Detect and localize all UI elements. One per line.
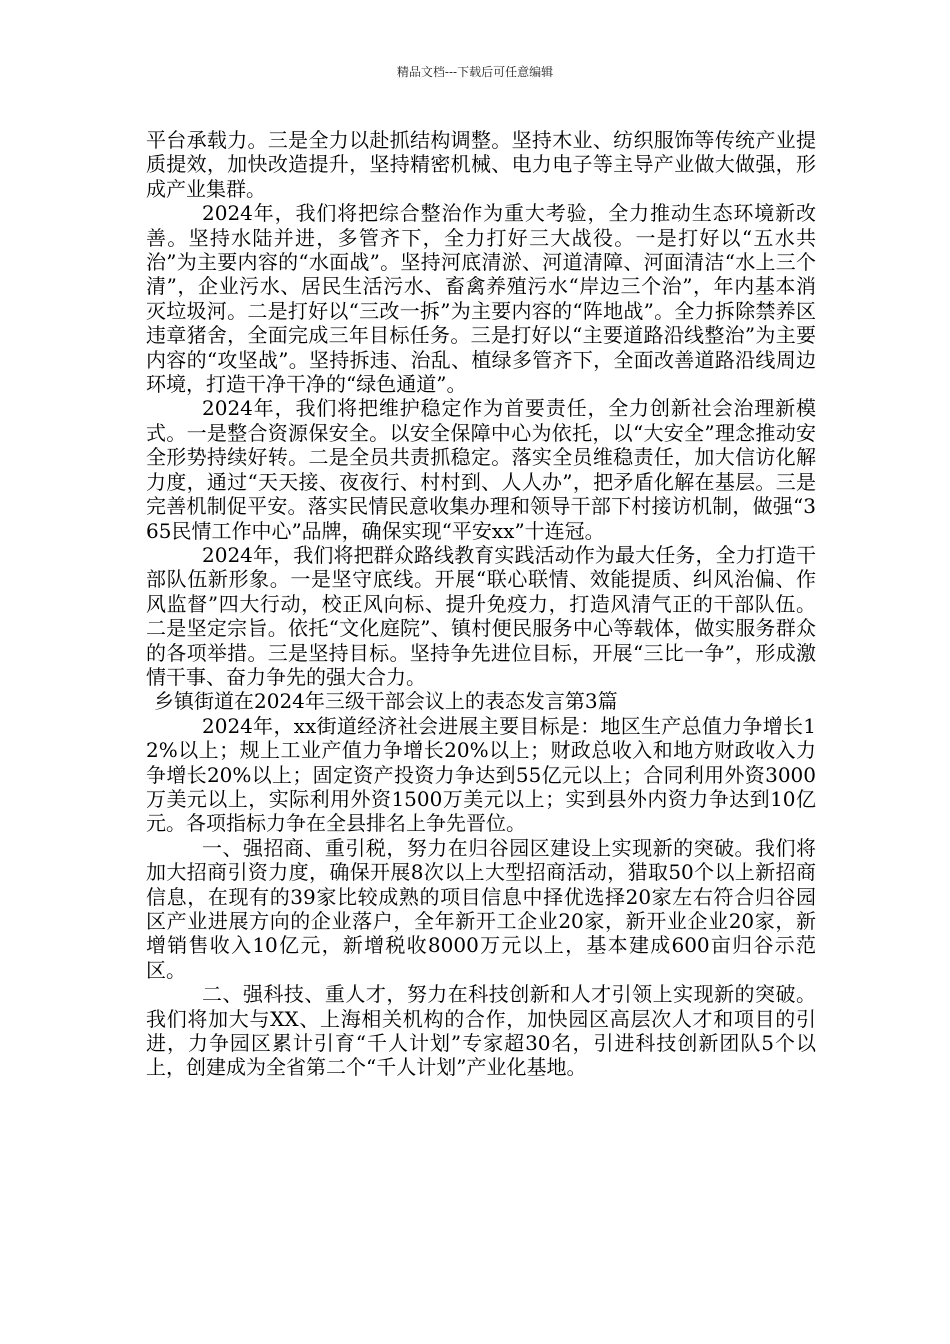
page-header: 精品文档---下载后可任意编辑 <box>396 65 554 79</box>
paragraph: 2024年，xx街道经济社会进展主要目标是：地区生产总值力争增长12%以上；规上工业产值力争增长20%以上；财政总收入和地方财政收入力争增长20%以上；固定资产投资力争达到55亿元以上；合同利用外资3000万美元以上，实际利用外资1500万美元以上；实到县外内资力争达到10亿元。各项指标力争在全县排名上争先晋位。 <box>146 713 816 836</box>
paragraph: 二、强科技、重人才，努力在科技创新和人才引领上实现新的突破。我们将加大与XX、上海相关机构的合作，加快园区高层次人才和项目的引进，力争园区累计引育“千人计划”专家超30名，引进科技创新团队5个以上，创建成为全省第二个“千人计划”产业化基地。 <box>146 982 816 1080</box>
paragraph: 2024年，我们将把群众路线教育实践活动作为最大任务，全力打造干部队伍新形象。一是坚守底线。开展“联心联情、效能提质、纠风治偏、作风监督”四大行动，校正风向标、提升免疫力，打造风清气正的干部队伍。二是坚定宗旨。依托“文化庭院”、镇村便民服务中心等载体，做实服务群众的各项举措。三是坚持目标。坚持争先进位目标，开展“三比一争”，形成激情干事、奋力争先的强大合力。 <box>146 542 816 689</box>
paragraph: 2024年，我们将把综合整治作为重大考验，全力推动生态环境新改善。坚持水陆并进，多管齐下，全力打好三大战役。一是打好以“五水共治”为主要内容的“水面战”。坚持河底清淤、河道清障、河面清洁“水上三个清”，企业污水、居民生活污水、畜禽养殖污水“岸边三个治”，年内基本消灭垃圾河。二是打好以“三改一拆”为主要内容的“阵地战”。全力拆除禁养区违章猪舍，全面完成三年目标任务。三是打好以“主要道路沿线整治”为主要内容的“攻坚战”。坚持拆违、治乱、植绿多管齐下，全面改善道路沿线周边环境，打造干净干净的“绿色通道”。 <box>146 201 816 397</box>
paragraph: 平台承载力。三是全力以赴抓结构调整。坚持木业、纺织服饰等传统产业提质提效，加快改造提升，坚持精密机械、电力电子等主导产业做大做强，形成产业集群。 <box>146 128 816 201</box>
section-heading: 乡镇街道在2024年三级干部会议上的表态发言第3篇 <box>154 689 618 714</box>
document-body <box>146 128 816 1080</box>
paragraph: 一、强招商、重引税，努力在归谷园区建设上实现新的突破。我们将加大招商引资力度，确保开展8次以上大型招商活动，猎取50个以上新招商信息，在现有的39家比较成熟的项目信息中择优选择20家左右符合归谷园区产业进展方向的企业落户，全年新开工企业20家，新开业企业20家，新增销售收入10亿元，新增税收8000万元以上，基本建成600亩归谷示范区。 <box>146 835 816 982</box>
paragraph: 2024年，我们将把维护稳定作为首要责任，全力创新社会治理新模式。一是整合资源保安全。以安全保障中心为依托，以“大安全”理念推动安全形势持续好转。二是全员共责抓稳定。落实全员维稳责任，加大信访化解力度，通过“天天接、夜夜行、村村到、人人办”，把矛盾化解在基层。三是完善机制促平安。落实民情民意收集办理和领导干部下村接访机制，做强“365民情工作中心”品牌，确保实现“平安xx”十连冠。 <box>146 396 816 543</box>
